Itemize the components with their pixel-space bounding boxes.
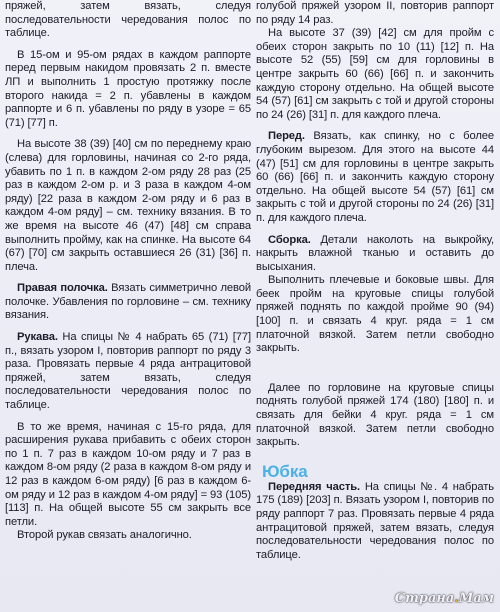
text-sleeves: На спицы № 4 набрать 65 (71) [77] п., вязать узором I, повторив раппорт по ряду 3 раза. Провязать первые 4 ряда антрацитовой пряжей, затем вязать, следуя последовательности чередования полос по таблице. [5, 331, 251, 412]
paragraph-continuation: пряжей, затем вязать, следуя последовательности чередования полос по таблице. [5, 0, 251, 40]
left-text-column [5, 0, 251, 543]
heading-sleeves: Рукава. [17, 331, 58, 344]
text-right-front: Вязать симметрично левой полочке. Убавления по горловине – см. технику вязания. [5, 282, 252, 322]
heading-skirt-front: Передняя часть. [268, 480, 361, 493]
right-text-column [256, 0, 494, 562]
paragraph-assembly [256, 234, 494, 275]
paragraph-back-armholes: На высоте 37 (39) [42] см для пройм с обеих сторон закрыть по 10 (11) [12] п. На высоте 52 (55) [59] см для горловины в центре закрыть 60 (66) [66] п. и закончить каждую сторону отдельно. На общей высоте 54 (57) [61] см закрыть с той и другой стороны по 24 (26) [31] п. для каждого плеча. [256, 27, 494, 121]
paragraph-skirt-front [256, 481, 494, 563]
section-title-skirt: Юбка [262, 461, 308, 481]
paragraph-second-sleeve: Второй рукав связать аналогично. [17, 529, 192, 542]
paragraph-right-front [5, 282, 251, 323]
watermark-accent: Мам [458, 591, 494, 606]
paragraph-sleeve-increase: В то же время, начиная с 15-го ряда, для расширения рукава прибавить с обеих сторон по 1 п. 7 раз в каждом 10-ом ряду и 7 раз в каждом 8-ом ряду (2 раза в каждом 8-ом ряду и 12 раз в каждом 6-ом ряду) [6 раз в каждом 6-ом ряду и 12 раз в каждом 4-ом ряду] = 93 (105) [113] п. На общей высоте 55 см закрыть все петли. [5, 420, 251, 528]
text-skirt-front: На спицы №. 4 набрать 175 (189) [203] п. Вязать узором I, повторив по ряду раппорт 7 раз. Провязать первые 4 ряда антрацитовой пряжей, затем вязать, следуя последовательности чередования полос по таблице. [256, 480, 494, 561]
paragraph-sleeves [5, 331, 251, 413]
heading-right-front: Правая полочка. [17, 282, 108, 295]
heading-front: Перед. [268, 130, 305, 143]
paragraph-front [256, 130, 494, 225]
text-front: Вязать, как спинку, но с более глубоким вырезом. Для этого на высоте 44 (47) [51] см для горловины в центре закрыть 60 (66) [66] п. и закончить каждую сторону отдельно. На общей высоте 54 (57) [61] см закрыть с той и другой стороны по 24 (26) [31] п. для каждого плеча. [256, 130, 494, 224]
paragraph-neckband: Далее по горловине на круговые спицы поднять голубой пряжей 174 (180) [180] п. и связать для бейки 4 круг. ряда = 1 см платочной вязкой. Затем петли свободно закрыть. [256, 381, 494, 449]
paragraph-decreases: В 15-ом и 95-ом рядах в каждом раппорте перед первым накидом провязать 2 п. вместе ЛП и выполнить 1 простую протяжку после второго накида = 2 п. убавлены в каждом раппорте и 6 п. убавлены по ряду в узоре = 65 (71) [77] п. [5, 48, 251, 129]
watermark-logo [395, 591, 494, 606]
paragraph-seams: Выполнить плечевые и боковые швы. Для беек пройм на круговые спицы голубой пряжей поднять по каждой пройме 90 (94) [100] п. и связать 4 круг. ряда = 1 см платочной вязкой. Затем петли свободно закрыть. [256, 274, 494, 355]
watermark-text: Страна [394, 591, 455, 606]
text-assembly: Детали наколоть на выкройку, накрыть влажной тканью и оставить до высыхания. [256, 233, 494, 273]
watermark-dot: . [454, 591, 459, 606]
paragraph-neckline: На высоте 38 (39) [40] см по переднему краю (слева) для горловины, начиная со 2-го ряда, убавить по 1 п. в каждом 2-ом ряду 28 раз (25 раз в каждом 2-ом р. и 3 раза в каждом 4-ом ряду) [22 раза в каждом 2-ом ряду и 6 раз в каждом 4-ом ряду] – см. технику вязания. В то же время на высоте 46 (47) [48] см справа выполнить пройму, как на спинке. На высоте 64 (67) [70] см закрыть оставшиеся 26 (31) [36] п. плеча. [5, 138, 251, 273]
paragraph-back-continuation: голубой пряжей узором II, повторив раппорт по ряду 14 раз. [256, 0, 494, 26]
heading-assembly: Сборка. [268, 233, 311, 246]
